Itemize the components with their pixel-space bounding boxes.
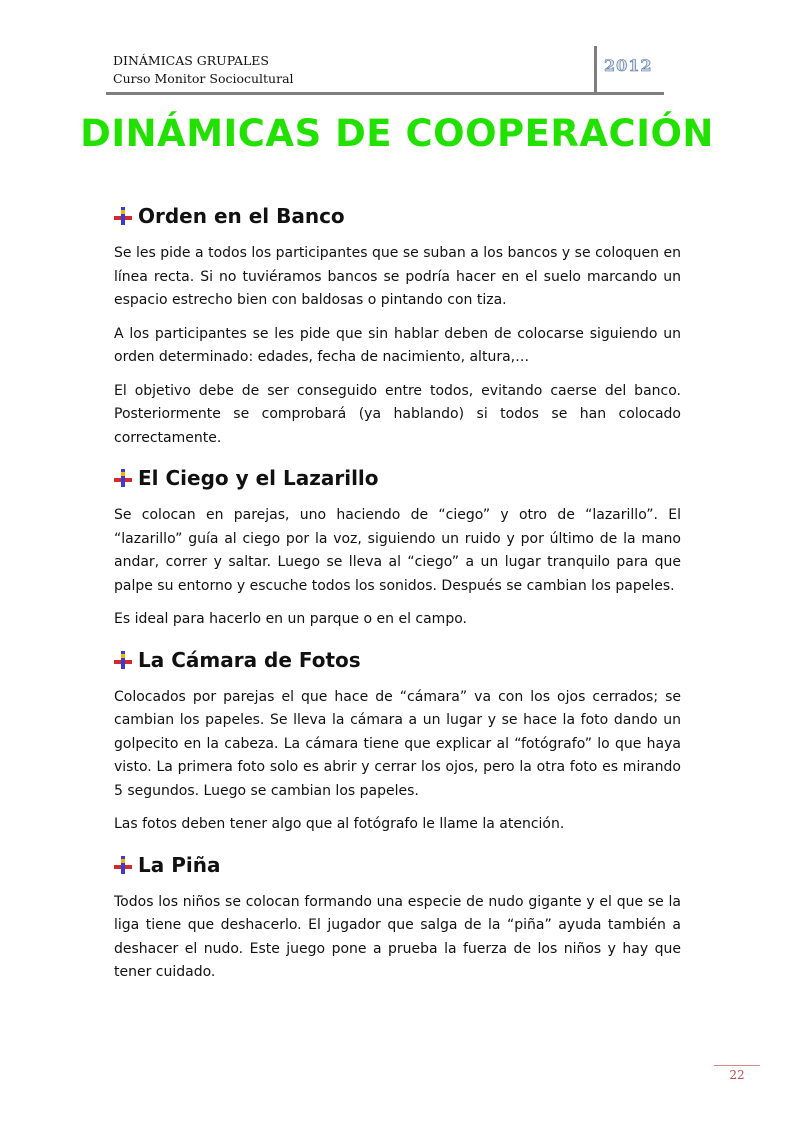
paragraph: Todos los niños se colocan formando una especie de nudo gigante y el que se la liga tiene que deshacerlo. El jugador que salga de la “piña” ayuda también a deshacer el nudo. Este juego pone a prueba la fuerza de los niños y hay que tener cuidado. (114, 893, 681, 980)
page-content (114, 198, 681, 985)
section-heading-orden-banco (114, 198, 681, 234)
page-number: 22 (729, 1068, 745, 1082)
bullet-icon (114, 856, 132, 874)
section-heading-pina (114, 847, 681, 883)
paragraph: Las fotos deben tener algo que al fotógrafo le llame la atención. (114, 816, 565, 832)
section-heading-ciego-lazarillo (114, 460, 681, 496)
section-heading-text: El Ciego y el Lazarillo (138, 466, 379, 490)
section-heading-camara-fotos (114, 642, 681, 678)
section-heading-text: La Piña (138, 852, 221, 877)
header-text (113, 52, 294, 88)
footer-divider (714, 1065, 760, 1066)
paragraph: Es ideal para hacerlo en un parque o en el campo. (114, 611, 467, 627)
header-course-subtitle: Curso Monitor Sociocultural (113, 71, 294, 86)
paragraph: Colocados por parejas el que hace de “cámara” va con los ojos cerrados; se cambian los papeles. Se lleva la cámara a un lugar y se hace la foto dando un golpecito en la cabeza. La cámara tiene que explicar al “fotógrafo” lo que haya visto. La primera foto solo es abrir y cerrar los ojos, pero la otra foto es mirando 5 segundos. Luego se cambian los papeles. (114, 688, 681, 799)
bullet-icon (114, 651, 132, 669)
header-year: 2012 (604, 56, 653, 75)
header-course-title: DINÁMICAS GRUPALES (113, 53, 269, 68)
paragraph: Se colocan en parejas, uno haciendo de “ciego” y otro de “lazarillo”. El “lazarillo” guía al ciego por la voz, siguiendo un ruido y por último de la mano andar, correr y saltar. Luego se lleva al “ciego” a un lugar tranquilo para que palpe su entorno y escuche todos los sonidos. Después se cambian los papeles. (114, 507, 681, 594)
section-heading-text: Orden en el Banco (138, 204, 345, 228)
paragraph: El objetivo debe de ser conseguido entre todos, evitando caerse del banco. Posteriormente se comprobará (ya hablando) si todos se han colocado correctamente. (114, 382, 681, 446)
header-divider-horizontal (106, 92, 664, 95)
section-heading-text: La Cámara de Fotos (138, 647, 361, 672)
paragraph: Se les pide a todos los participantes que se suban a los bancos y se coloquen en línea recta. Si no tuviéramos bancos se podría hacer en el suelo marcando un espacio estrecho bien con baldosas o pintando con tiza. (114, 245, 681, 308)
bullet-icon (114, 469, 132, 487)
page-title: DINÁMICAS DE COOPERACIÓN (80, 112, 714, 155)
page-header (106, 50, 664, 94)
bullet-icon (114, 207, 132, 225)
header-divider-vertical (594, 46, 597, 92)
paragraph: A los participantes se les pide que sin hablar deben de colocarse siguiendo un orden determinado: edades, fecha de nacimiento, altura,… (114, 325, 681, 365)
